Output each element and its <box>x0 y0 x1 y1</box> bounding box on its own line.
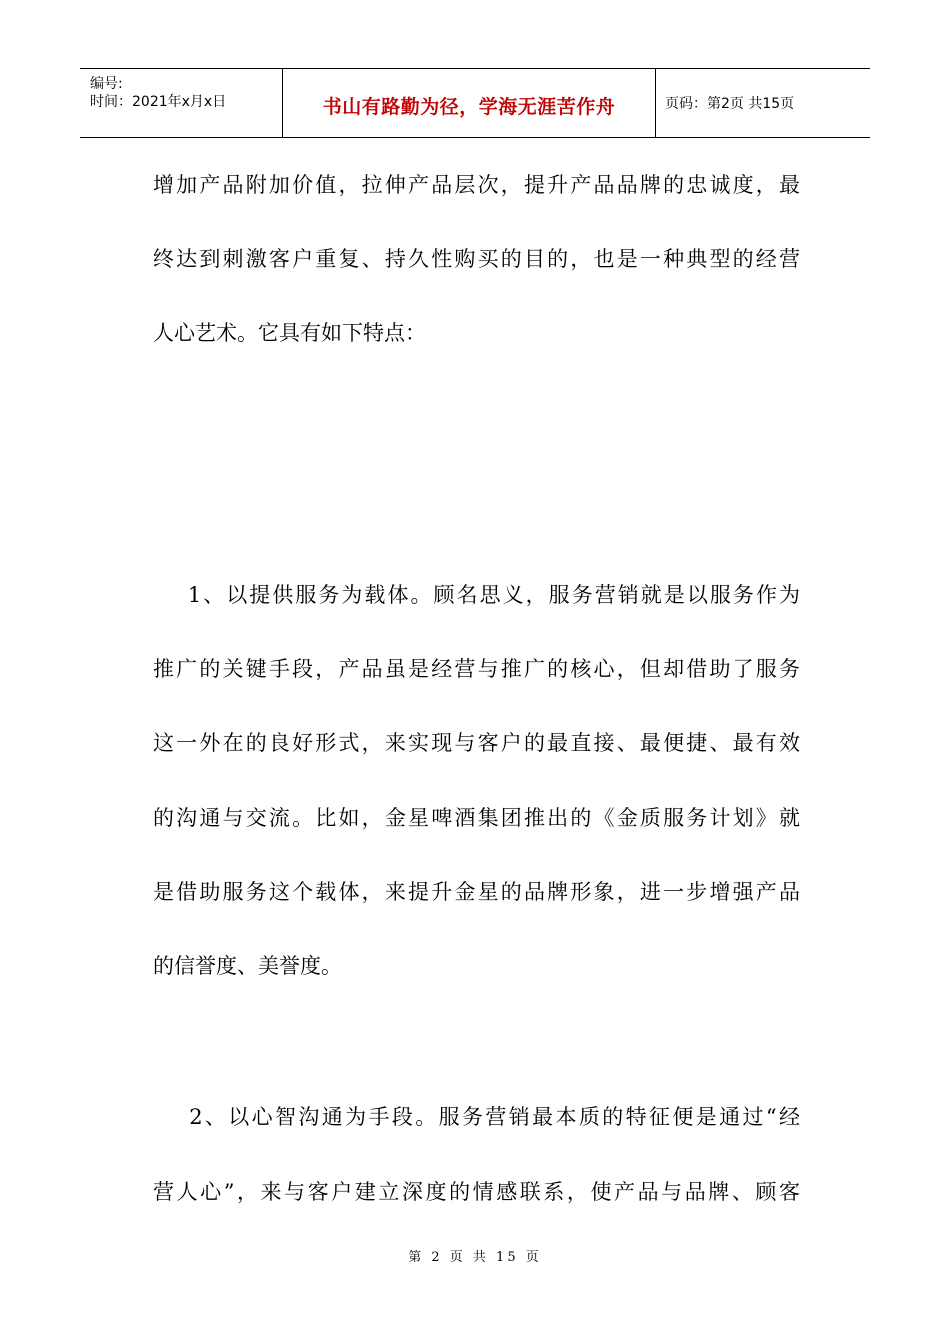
body-line: 营人心”，来与客户建立深度的情感联系，使产品与品牌、顾客 <box>153 1180 800 1204</box>
body-line: 1、以提供服务为载体。顾名思义，服务营销就是以服务作为 <box>153 583 800 607</box>
header-info-cell <box>80 69 282 137</box>
document-time-label: 时间：2021年x月x日 <box>90 94 227 110</box>
header-motto: 书山有路勤为径，学海无涯苦作舟 <box>322 96 616 118</box>
body-line: 这一外在的良好形式，来实现与客户的最直接、最便捷、最有效 <box>153 731 800 755</box>
body-line: 是借助服务这个载体，来提升金星的品牌形象，进一步增强产品 <box>153 880 800 904</box>
body-line: 的沟通与交流。比如，金星啤酒集团推出的《金质服务计划》就 <box>153 806 800 830</box>
document-number-label: 编号: <box>90 76 123 92</box>
header-page-code: 页码：第2页 共15页 <box>665 96 795 112</box>
body-line: 人心艺术。它具有如下特点： <box>153 321 426 345</box>
header-motto-cell <box>282 69 656 137</box>
page-footer: 第 2 页 共 15 页 <box>408 1250 542 1265</box>
header-page-cell <box>655 69 870 137</box>
body-line: 的信誉度、美誉度。 <box>153 954 342 978</box>
body-line: 2、以心智沟通为手段。服务营销最本质的特征便是通过“经 <box>153 1105 800 1129</box>
body-line: 增加产品附加价值，拉伸产品层次，提升产品品牌的忠诚度，最 <box>153 173 800 197</box>
body-line: 推广的关键手段，产品虽是经营与推广的核心，但却借助了服务 <box>153 657 800 681</box>
body-line: 终达到刺激客户重复、持久性购买的目的，也是一种典型的经营 <box>153 247 800 271</box>
page-header <box>80 68 870 138</box>
